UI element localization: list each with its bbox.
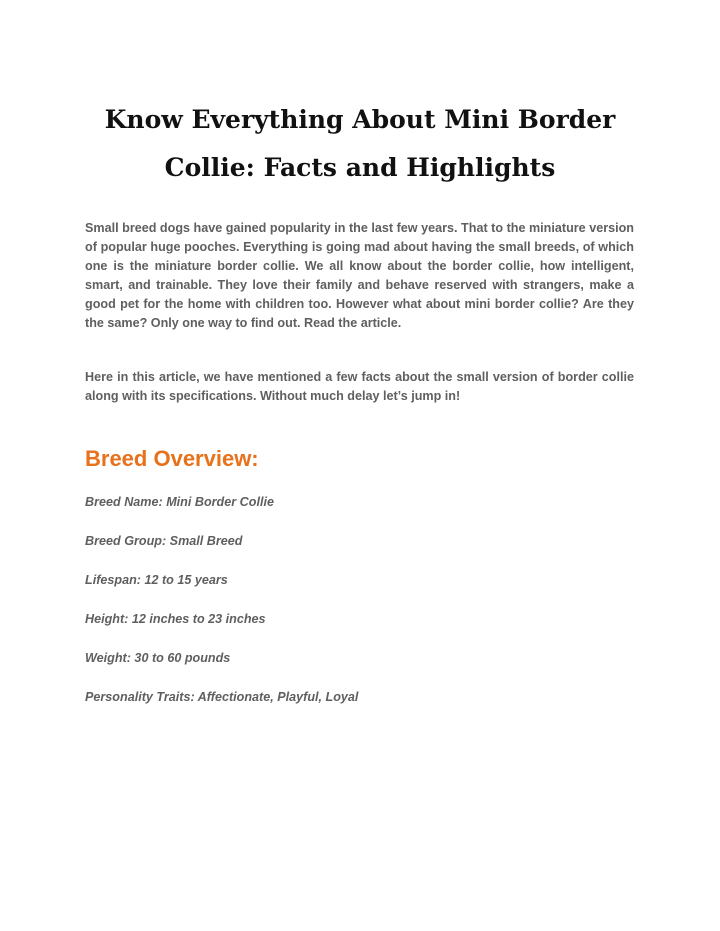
section-heading-breed-overview: Breed Overview: (85, 446, 259, 471)
page-title: Know Everything About Mini Border Collie: Facts and Highlights (104, 105, 616, 182)
spec-lifespan: Lifespan: 12 to 15 years (85, 573, 228, 587)
intro-paragraph: Small breed dogs have gained popularity in the last few years. That to the miniature version of popular huge pooches. Everything is going mad about having the small breeds, of which one is the miniature border collie. We all know about the border collie, how intelligent, smart, and trainable. They love their family and behave reserved with strangers, make a good pet for the home with children too. However what about mini border collie? Are they the same? Only one way to find out. Read the article. (85, 221, 634, 330)
article-summary-paragraph: Here in this article, we have mentioned a few facts about the small version of border collie along with its specifications. Without much delay let’s jump in! (85, 370, 634, 403)
spec-weight: Weight: 30 to 60 pounds (85, 651, 231, 665)
spec-height: Height: 12 inches to 23 inches (85, 612, 266, 626)
spec-breed-group: Breed Group: Small Breed (85, 534, 243, 548)
spec-breed-name: Breed Name: Mini Border Collie (85, 495, 274, 509)
spec-personality-traits: Personality Traits: Affectionate, Playful, Loyal (85, 690, 359, 704)
